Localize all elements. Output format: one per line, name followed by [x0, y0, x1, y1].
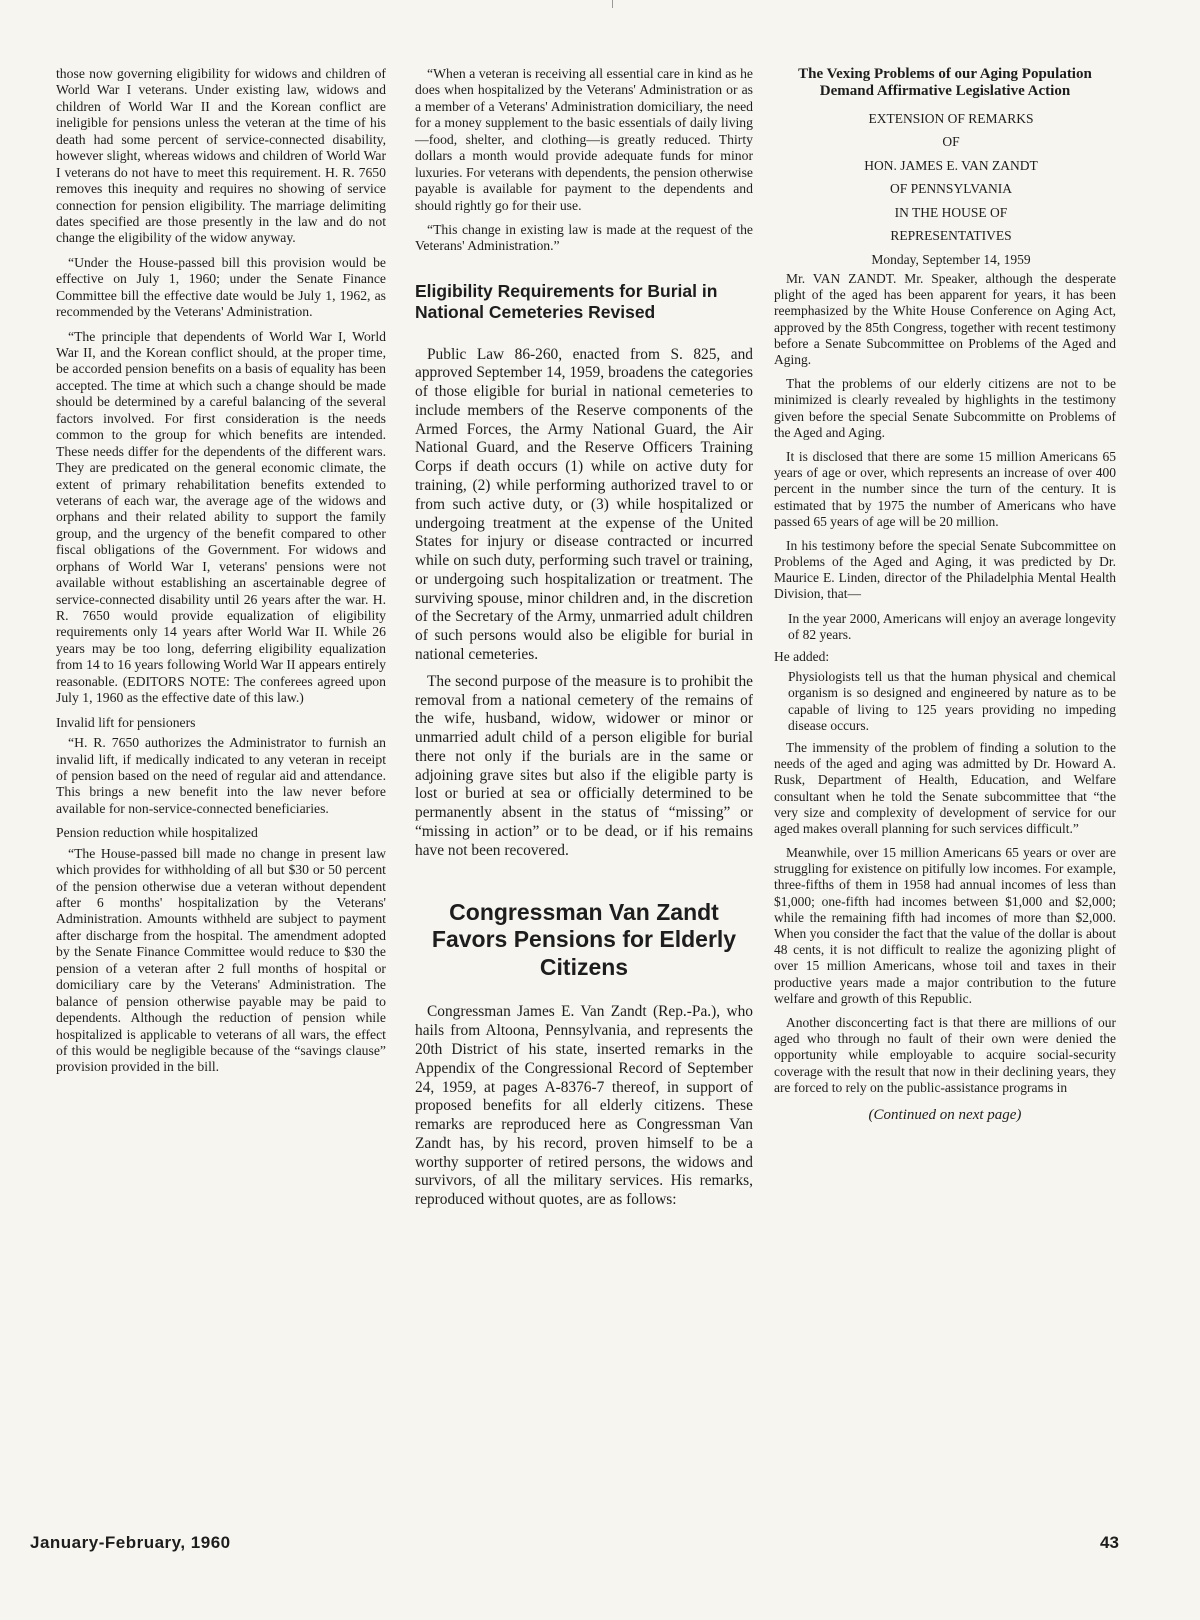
extension-line: HON. JAMES E. VAN ZANDT	[864, 157, 1038, 173]
paragraph: That the problems of our elderly citizens are not to be minimized is clearly revealed by highlights in the testimony given before the special Senate Subcommitte on Problems of the Aged and Aging.	[774, 376, 1116, 440]
extension-line: IN THE HOUSE OF	[894, 204, 1008, 220]
aging-heading: The Vexing Problems of our Aging Population Demand Affirmative Legislative Action	[798, 66, 1092, 100]
paragraph: The immensity of the problem of finding a solution to the needs of the aged and aging was admitted by Dr. Howard A. Rusk, Department of Health, Education, and Welfare consultant when he told the Senate subcommittee that “the very size and complexity of development of service for our aged makes overall planning for such services difficult.”	[774, 739, 1116, 836]
subheading: Pension reduction while hospitalized	[56, 825, 258, 841]
paragraph: It is disclosed that there are some 15 million Americans 65 years of age or over, which represents an increase of over 400 percent in the number since the turn of the century. It is estimated that by 1975 the number of Americans who have passed 65 years of age will be 20 million.	[774, 448, 1116, 529]
quote-paragraph: “When a veteran is receiving all essential care in kind as he does when hospitalized by the Veterans' Administration or as a member of a Veterans' Administration domiciliary, the need for a money supplement to the basic essentials of daily living—food, shelter, and clothing—is greatly reduced. Thirty dollars a month would provide adequate funds for minor luxuries. For veterans with dependents, the pension otherwise payable is available for payment to the dependents and should rightly go for their use.	[415, 66, 753, 213]
extension-line: EXTENSION OF REMARKS	[868, 110, 1034, 126]
paragraph: “The principle that dependents of World War I, World War II, and the Korean conflict should, at the proper time, be accorded pension benefits on a basis of equality has been accepted. The time at which such a change should be made should be determined by a careful balancing of the several factors involved. For first consideration is the needs common to the group for which benefits are intended. These needs differ for the dependents of the different wars. They are predicated on the general economic climate, the extent of primary rehabilitation benefits extended to veterans of each war, the average age of the widows and orphans and their related ability to support the family group, and the urgency of the benefit compared to other fiscal obligations of the Government. For widows and orphans of World War I, veterans' pensions were not available without establishing an ascertainable degree of service-connected disability until 26 years after the war. H. R. 7650 would provide equalization of eligibility requirements only 14 years after World War II. While 26 years may be too long, deferring eligibility equalization from 14 to 16 years following World War II appears entirely reasonable. (EDITORS NOTE: The conferees agreed upon July 1, 1960 as the effective date of this law.)	[56, 328, 386, 706]
paragraph: Mr. VAN ZANDT. Mr. Speaker, although the desperate plight of the aged has been apparent for years, it has been reemphasized by the White House Conference on Aging Act, approved by the 85th Congress, together with recent testimony before a Senate Subcommittee on Problems of the Aged and Aging.	[774, 271, 1116, 368]
column-2	[415, 66, 753, 1218]
column-3	[774, 66, 1116, 1124]
quote-text: In the year 2000, Americans will enjoy an average longevity of 82 years.	[788, 610, 1116, 642]
top-crop-mark	[612, 0, 613, 8]
subheading: Invalid lift for pensioners	[56, 714, 196, 730]
van-zandt-heading: Congressman Van Zandt Favors Pensions for Elderly Citizens	[431, 898, 737, 980]
burial-heading: Eligibility Requirements for Burial in National Cemeteries Revised	[415, 280, 718, 323]
paragraph: Congressman James E. Van Zandt (Rep.-Pa.), who hails from Altoona, Pennsylvania, and represents the 20th District of his state, inserted remarks in the Appendix of the Congressional Record of September 24, 1959, at pages A-8376-7 thereof, in support of proposed benefits for all elderly citizens. These remarks are reproduced here as Congressman Van Zandt has, by his record, proven himself to be a worthy supporter of retired persons, the widows and survivors, of all the military services. His remarks, reproduced without quotes, are as follows:	[415, 1003, 753, 1209]
issue-date: January-February, 1960	[30, 1533, 231, 1552]
block-quote	[788, 611, 1116, 643]
paragraph: “H. R. 7650 authorizes the Administrator to furnish an invalid lift, if medically indicated to any veteran in receipt of pension based on the need of regular aid and attendance. This brings a new benefit into the law never before available for non-service-connected beneficiaries.	[56, 735, 386, 816]
quote-text: Physiologists tell us that the human physical and chemical organism is so designed and engineered by nature as to be capable of living to 125 years providing no impeding disease occurs.	[788, 669, 1116, 733]
extension-line: OF PENNSYLVANIA	[890, 181, 1012, 197]
paragraph: those now governing eligibility for widows and children of World War I veterans. Under existing law, widows and children of World War II and the Korean conflict are ineligible for pensions unless the veteran at the time of his death had some percent of service-connected disability, however slight, whereas widows and children of World War I veterans do not have to meet this requirement. H. R. 7650 removes this inequity and requires no showing of service connection for pension eligibility. The marriage delimiting dates specified are those presently in the law and do not change the eligibility of the widow anyway.	[56, 66, 386, 246]
paragraph: The second purpose of the measure is to prohibit the removal from a national cemetery of the remains of the wife, husband, widow, widower or minor or unmarried adult child of a person eligible for burial there not only if the burials are in the same or adjoining grave sites but also if the eligible party is lost or buried at sea or officially determined to be permanently absent in the status of “missing” or “missing in action” or to be dead, or if his remains have not been recovered.	[415, 672, 753, 859]
paragraph: “The House-passed bill made no change in present law which provides for withholding of all but $30 or 50 percent of the pension otherwise due a veteran without dependent after 6 months' hospitalization by the Veterans' Administration. Amounts withheld are subject to payment after discharge from the hospital. The amendment adopted by the Senate Finance Committee would reduce to $30 the pension of a veteran after 2 full months of hospital or domiciliary care by the Veterans' Administration. The balance of pension otherwise payable may be paid to dependents. Although the reduction of pension while hospitalized is applicable to veterans of all wars, the effect of this would be negligible because of the “savings clause” provision provided in the bill.	[56, 845, 386, 1075]
paragraph: Public Law 86-260, enacted from S. 825, and approved September 14, 1959, broadens the categories of those eligible for burial in national cemeteries to include members of the Reserve components of the Armed Forces, the Army National Guard, the Air National Guard, and the Reserve Officers Training Corps if death occurs (1) while on active duty for training, (2) while performing authorized travel to or from such active duty, or (3) while hospitalized or undergoing treatment at the expense of the United States for injury or disease contracted or incurred while on such duty, performing such travel or training, or undergoing such hospitalization or treatment. The surviving spouse, minor children and, in the discretion of the Secretary of the Army, unmarried adult children of such persons would also be eligible for burial in national cemeteries.	[415, 345, 753, 663]
paragraph: Meanwhile, over 15 million Americans 65 years or over are struggling for existence on pitifully low incomes. For example, three-fifths of them in 1958 had annual incomes of less than $1,000; one-fifth had incomes between $1,000 and $2,000; while the remaining fifth had incomes of more than $2,000. When you consider the fact that the value of the dollar is about 48 cents, it is not difficult to realize the agonizing plight of over 15 million Americans, whose toil and taxes in their productive years made a major contribution to the future welfare and growth of this Republic.	[774, 845, 1116, 1006]
column-1	[56, 66, 386, 1084]
page-number: 43	[1100, 1533, 1119, 1552]
added-label: He added:	[774, 649, 830, 665]
extension-line: OF	[942, 134, 960, 150]
paragraph: In his testimony before the special Senate Subcommittee on Problems of the Aged and Aging, it was predicted by Dr. Maurice E. Linden, director of the Philadelphia Mental Health Division, that—	[774, 537, 1116, 602]
paragraph: Another disconcerting fact is that there are millions of our aged who through no fault of their own were denied the opportunity while employable to acquire social-security coverage with the result that now in their declining years, they are forced to rely on the public-assistance programs in	[774, 1014, 1116, 1095]
extension-line: REPRESENTATIVES	[890, 228, 1012, 244]
quote-paragraph: “This change in existing law is made at the request of the Veterans' Administration.”	[415, 221, 753, 254]
continued-note: (Continued on next page)	[868, 1106, 1022, 1123]
extension-date: Monday, September 14, 1959	[871, 251, 1031, 267]
paragraph: “Under the House-passed bill this provision would be effective on July 1, 1960; under the Senate Finance Committee bill the effective date would be July 1, 1962, as recommended by the Veterans' Administration.	[56, 254, 386, 320]
block-quote	[788, 669, 1116, 734]
